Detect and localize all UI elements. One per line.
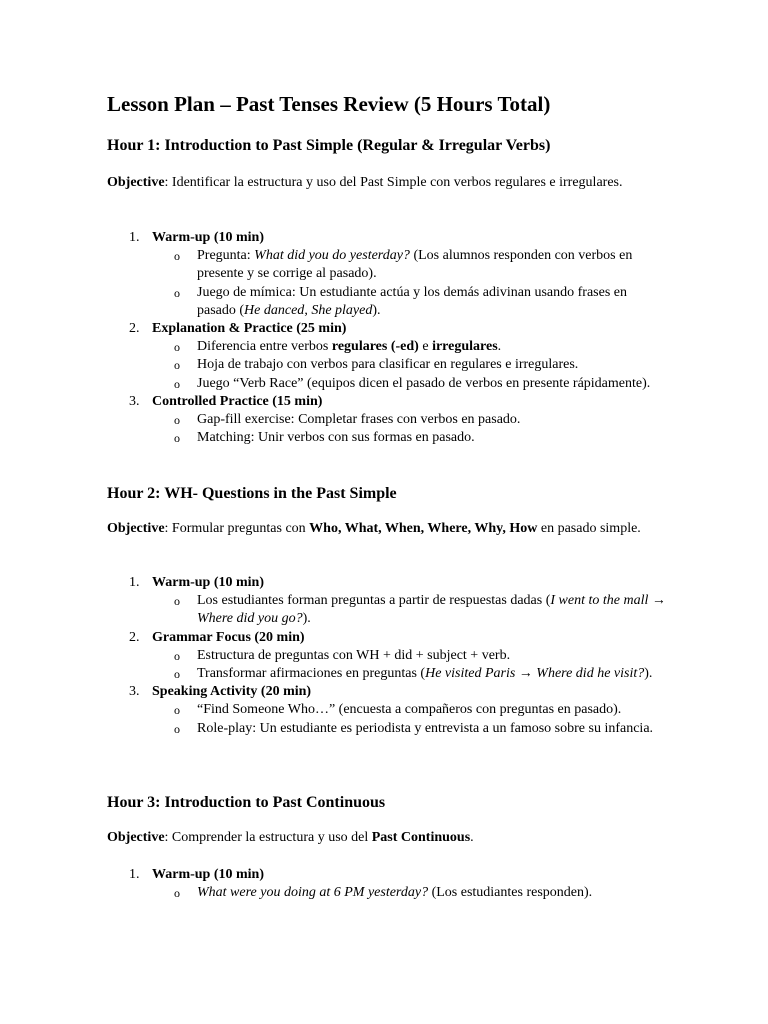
bullet: o bbox=[174, 721, 180, 736]
activity-title: Warm-up (10 min) bbox=[152, 867, 264, 882]
sub-item: o What were you doing at 6 PM yesterday? (Los estudiantes responden). bbox=[152, 884, 667, 902]
list-number: 1. bbox=[129, 867, 140, 882]
hour3-objective: Objective: Comprender la estructura y uso del Past Continuous. bbox=[107, 830, 474, 845]
list-item bbox=[107, 629, 667, 684]
list-item bbox=[107, 866, 667, 902]
list-item bbox=[107, 683, 667, 738]
activity-title: Speaking Activity (20 min) bbox=[152, 684, 312, 700]
sub-item: o Diferencia entre verbos regulares (-ed) e irregulares. bbox=[152, 338, 667, 356]
activity-title: Warm-up (10 min) bbox=[152, 575, 264, 590]
bullet: o bbox=[174, 376, 180, 391]
list-number: 1. bbox=[129, 575, 140, 590]
bullet: o bbox=[174, 431, 180, 446]
hour2-objective: Objective: Formular preguntas con Who, What, When, Where, Why, How en pasado simple. bbox=[107, 521, 641, 536]
activity-title: Warm-up (10 min) bbox=[152, 230, 264, 245]
list-number: 3. bbox=[129, 393, 140, 409]
sub-item: o Juego de mímica: Un estudiante actúa y los demás adivinan usando frases en pasado (He danced, She played). bbox=[174, 284, 627, 318]
list-item bbox=[107, 320, 667, 393]
hour2-activity-list bbox=[107, 574, 667, 738]
sub-item: o Hoja de trabajo con verbos para clasificar en regulares e irregulares. bbox=[152, 356, 667, 374]
objective-label: Objective bbox=[107, 830, 165, 845]
sub-item: o Matching: Unir verbos con sus formas en pasado. bbox=[152, 429, 667, 447]
objective-label: Objective bbox=[107, 521, 165, 536]
list-item bbox=[107, 229, 667, 320]
hour1-activity-list bbox=[107, 229, 667, 447]
list-number: 2. bbox=[129, 629, 140, 645]
sub-item: o Los estudiantes forman preguntas a partir de respuestas dadas (I went to the mall → Where did you go?). bbox=[174, 593, 666, 627]
bullet: o bbox=[174, 358, 180, 373]
list-number: 1. bbox=[129, 230, 140, 245]
hour1-heading: Hour 1: Introduction to Past Simple (Regular & Irregular Verbs) bbox=[107, 137, 551, 154]
sub-item: o Gap-fill exercise: Completar frases con verbos en pasado. bbox=[152, 411, 667, 429]
bullet: o bbox=[174, 648, 180, 663]
list-number: 3. bbox=[129, 684, 140, 700]
sub-item: o Role-play: Un estudiante es periodista y entrevista a un famoso sobre su infancia. bbox=[152, 720, 667, 738]
sub-item: o Transformar afirmaciones en preguntas (He visited Paris → Where did he visit?). bbox=[152, 665, 667, 683]
bullet: o bbox=[174, 413, 180, 428]
sub-item: o “Find Someone Who…” (encuesta a compañeros con preguntas en pasado). bbox=[152, 701, 667, 719]
sub-item: o Estructura de preguntas con WH + did + subject + verb. bbox=[152, 647, 667, 665]
bullet: o bbox=[174, 594, 180, 609]
hour1-objective bbox=[107, 174, 647, 193]
objective-text: : Identificar la estructura y uso del Past Simple con verbos regulares e irregulares. bbox=[164, 175, 623, 190]
activity-title: Controlled Practice (15 min) bbox=[152, 393, 323, 409]
page-title: Lesson Plan – Past Tenses Review (5 Hours Total) bbox=[107, 92, 551, 116]
list-number: 2. bbox=[129, 321, 140, 337]
objective-label: Objective bbox=[107, 175, 165, 190]
bullet: o bbox=[174, 667, 180, 682]
sub-item: o Pregunta: What did you do yesterday? (Los alumnos responden con verbos en presente y se corrige al pasado). bbox=[174, 248, 633, 282]
bullet: o bbox=[174, 249, 180, 264]
list-item bbox=[107, 574, 667, 629]
bullet: o bbox=[174, 703, 180, 718]
activity-title: Grammar Focus (20 min) bbox=[152, 629, 305, 645]
bullet: o bbox=[174, 285, 180, 300]
activity-title: Explanation & Practice (25 min) bbox=[152, 321, 347, 337]
list-item bbox=[107, 393, 667, 448]
bullet: o bbox=[174, 340, 180, 355]
hour3-activity-list bbox=[107, 866, 667, 902]
hour2-heading: Hour 2: WH- Questions in the Past Simple bbox=[107, 485, 397, 502]
bullet: o bbox=[174, 886, 180, 901]
sub-item: o Juego “Verb Race” (equipos dicen el pasado de verbos en presente rápidamente). bbox=[152, 375, 667, 393]
hour3-heading: Hour 3: Introduction to Past Continuous bbox=[107, 794, 386, 811]
